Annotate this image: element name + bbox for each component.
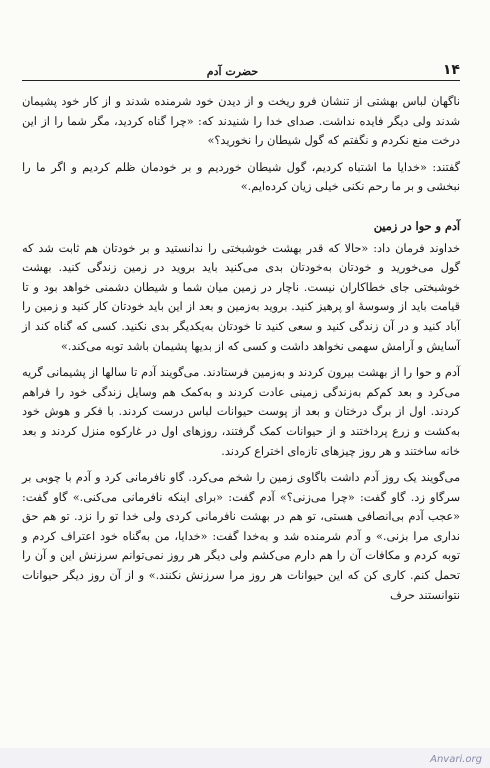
paragraph: خداوند فرمان داد: «حالا که قدر بهشت خوشبختی را ندانستید و بر خودتان هم ثابت شد که گول می‌خورید و خودتان به‌خودتان بدی می‌کنید باید بروید در زمین زندگی کنید. بهشت خوشبختی جای خطاکاران نیست. ناچار در زمین میان شما و شیطان دشمنی خواهد بود و تا قیامت باید از وسوسهٔ او پرهیز کنید. بروید به‌زمین و بعد از این باید خودتان کار کنید و زمین را آباد کنید و در آن زندگی کنید و سعی کنید تا خودتان به‌یکدیگر بدی نکنید. کسی که گناه کند از آسایش و آرامش سهمی نخواهد داشت و کسی که از بدیها پشیمان باشد توبه می‌کند.» [22, 241, 460, 353]
page-number: ۱۴ [442, 62, 460, 78]
paragraph: ناگهان لباس بهشتی از تنشان فرو ریخت و از دیدن خود شرمنده شدند و از کار خود پشیمان شدند ولی دیگر فایده نداشت. صدای خدا را شنیدند که: «چرا گناه کردید، مگر شما را از این درخت منع نکردم و نگفتم که گول شیطان را نخورید؟» [22, 95, 460, 148]
running-title: حضرت آدم [206, 65, 259, 78]
page-header [22, 58, 460, 78]
footer-bar [0, 748, 490, 768]
section-heading: آدم و حوا در زمین [373, 218, 460, 233]
paragraph: می‌گویند یک روز آدم داشت باگاوی زمین را شخم می‌کرد. گاو نافرمانی کرد و آدم با چوبی بر سرگاو زد. گاو گفت: «چرا می‌زنی؟» آدم گفت: «برای اینکه نافرمانی می‌کنی.» گاو گفت: «عجب آدم بی‌انصافی هستی، تو هم در بهشت نافرمانی کردی ولی خدا تو را نزد. تو هم حق نداری مرا بزنی.» و آدم شرمنده شد و به‌خدا گفت: «خدایا، من به‌گناه خود اعتراف کردم و توبه کردم و مکافات آن را هم دارم می‌کشم ولی دیگر هر روز نمی‌توانم سرزنش این و آن را تحمل کنم. کاری کن که این حیوانات هر روز مرا سرزنش نکنند.» و از آن روز دیگر حیوانات نتوانستند حرف [22, 471, 460, 602]
site-watermark: Anvari.org [430, 754, 482, 765]
header-rule [22, 80, 460, 81]
paragraph: گفتند: «خدایا ما اشتباه کردیم، گول شیطان خوردیم و بر خودمان ظلم کردیم و اگر ما را نبخشی و بر ما رحم نکنی خیلی زیان کرده‌ایم.» [22, 160, 460, 194]
body-text [22, 92, 460, 605]
paragraph: آدم و حوا را از بهشت بیرون کردند و به‌زمین فرستادند. می‌گویند آدم تا سالها از پشیمانی گریه می‌کرد و بعد کم‌کم به‌زندگی زمینی عادت کردند و به‌کمک هم وسایل زندگی خود را فراهم کردند. اول از برگ درختان و بعد از پوست حیوانات لباس درست کردند. با فکر و هوش خود به‌کشت و زرع پرداختند و از حیوانات کمک گرفتند، روزهای اول در غارکوه منزل کردند و بعد خانه ساختند و هر روز چیزهای تازه‌ای اختراع کردند. [22, 366, 460, 458]
